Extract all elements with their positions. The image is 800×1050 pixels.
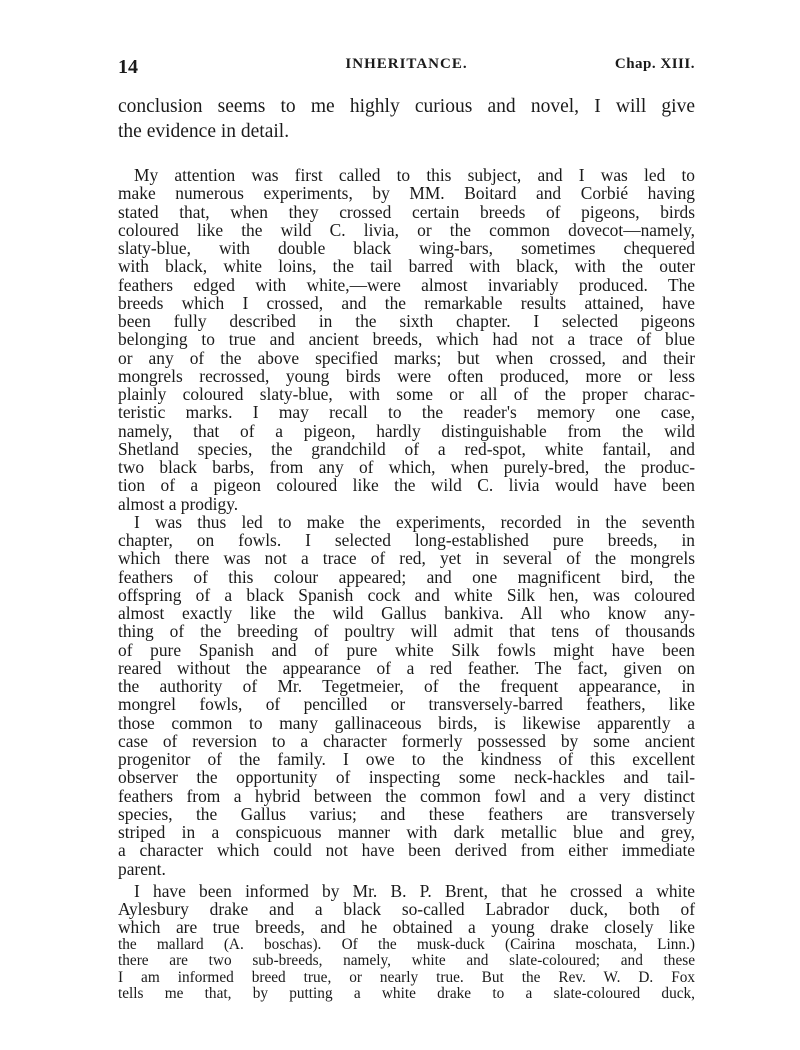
text-line: with black, white loins, the tail barred with black, with the outer (118, 256, 695, 277)
text-line: which there was not a trace of red, yet in several of the mongrels (118, 548, 695, 569)
page-body (118, 94, 695, 1003)
text-line: I was thus led to make the experiments, recorded in the seventh (134, 511, 695, 532)
text-line: been fully described in the sixth chapter. I selected pigeons (118, 311, 695, 331)
text-line: the evidence in detail. (118, 121, 290, 142)
text-line: a character which could not have been derived from either immediate (118, 840, 695, 861)
text-line: offspring of a black Spanish cock and white Silk hen, was coloured (118, 584, 695, 605)
text-line: reared without the appearance of a red feather. The fact, given on (118, 657, 695, 678)
paragraph-pigeons (118, 166, 695, 513)
text-line: striped in a conspicuous manner with dark metallic blue and grey, (118, 822, 695, 842)
text-line: belonging to true and ancient breeds, which had not a trace of blue (118, 329, 695, 350)
text-line: feathers edged with white,—were almost invariably produced. The (118, 274, 695, 295)
text-line: plainly coloured slaty-blue, with some or all of the proper charac- (118, 384, 695, 404)
text-line: species, the Gallus varius; and these feathers are transversely (118, 803, 695, 824)
text-line: feathers of this colour appeared; and one magnificent bird, the (118, 566, 695, 587)
paragraph-ducks (118, 882, 695, 1003)
text-line: I have been informed by Mr. B. P. Brent, that he crossed a white (134, 880, 695, 901)
text-line: tion of a pigeon coloured like the wild C. livia would have been (118, 475, 695, 496)
text-line: chapter, on fowls. I selected long-established pure breeds, in (118, 530, 695, 550)
text-line: there are two sub-breeds, namely, white and slate-coloured; and these (118, 952, 695, 970)
text-line: tells me that, by putting a white drake to a slate-coloured duck, (118, 985, 695, 1003)
text-line: conclusion seems to me highly curious and novel, I will give (118, 96, 695, 117)
text-line: teristic marks. I may recall to the reader's memory one case, (118, 402, 695, 423)
paragraph-fowls (118, 513, 695, 878)
page-number: 14 (118, 56, 138, 78)
text-line: mongrel fowls, of pencilled or transversely-barred feathers, like (118, 694, 695, 715)
text-line: namely, that of a pigeon, hardly distinguishable from the wild (118, 420, 695, 441)
text-line: I am informed breed true, or nearly true. But the Rev. W. D. Fox (118, 968, 695, 986)
text-line: the authority of Mr. Tegetmeier, of the frequent appearance, in (118, 676, 695, 696)
text-line: observer the opportunity of inspecting some neck-hackles and tail- (118, 767, 695, 788)
continuation-paragraph (118, 94, 695, 144)
page-header (118, 56, 695, 80)
text-line: which are true breeds, and he obtained a young drake closely like (118, 917, 695, 938)
text-line: breeds which I crossed, and the remarkable results attained, have (118, 292, 695, 313)
text-line: two black barbs, from any of which, when purely-bred, the produc- (118, 457, 695, 477)
chapter-label: Chap. XIII. (614, 56, 695, 72)
text-line: case of reversion to a character formerly possessed by some ancient (118, 730, 695, 751)
text-line: stated that, when they crossed certain breeds of pigeons, birds (118, 201, 695, 222)
text-line: mongrels recrossed, young birds were often produced, more or less (118, 365, 695, 386)
text-line: those common to many gallinaceous birds, is likewise apparently a (118, 712, 695, 733)
text-line: feathers from a hybrid between the common fowl and a very distinct (118, 785, 695, 806)
text-line: of pure Spanish and of pure white Silk fowls might have been (118, 639, 695, 660)
text-line: Shetland species, the grandchild of a red-spot, white fantail, and (118, 438, 695, 459)
text-line: or any of the above specified marks; but when crossed, and their (118, 347, 695, 368)
text-line: progenitor of the family. I owe to the kindness of this excellent (118, 749, 695, 769)
text-line: My attention was first called to this subject, and I was led to (134, 165, 695, 185)
text-line: almost a prodigy. (118, 493, 239, 514)
text-line: slaty-blue, with double black wing-bars, sometimes chequered (118, 238, 695, 258)
text-line: parent. (118, 858, 166, 879)
text-line: make numerous experiments, by MM. Boitard and Corbié having (118, 183, 695, 204)
text-line: Aylesbury drake and a black so-called Labrador duck, both of (118, 899, 695, 919)
text-line: the mallard (A. boschas). Of the musk-duck (Cairina moschata, Linn.) (118, 935, 695, 953)
text-line: coloured like the wild C. livia, or the common dovecot—namely, (118, 219, 695, 240)
running-title: INHERITANCE. (345, 56, 468, 72)
text-line: almost exactly like the wild Gallus bankiva. All who know any- (118, 603, 695, 623)
text-line: thing of the breeding of poultry will admit that tens of thousands (118, 621, 695, 642)
